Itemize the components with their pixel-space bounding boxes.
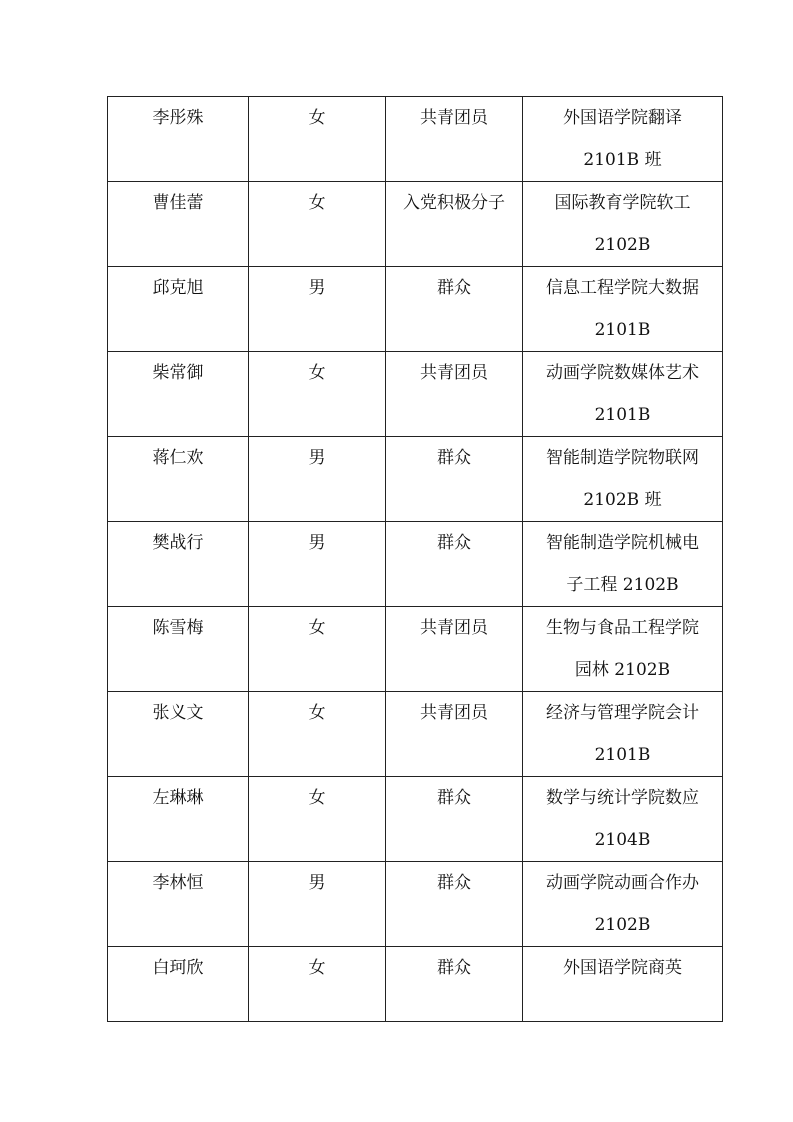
political-status-cell xyxy=(386,522,523,607)
political-status-cell-text: 共青团员 xyxy=(420,363,488,383)
class-cell xyxy=(523,182,723,267)
political-status-cell-text: 共青团员 xyxy=(420,108,488,128)
table-row xyxy=(108,862,723,947)
class-line: 国际教育学院软工 xyxy=(554,193,691,213)
gender-cell xyxy=(249,607,386,692)
name-cell xyxy=(108,947,249,1022)
political-status-cell-text: 群众 xyxy=(437,533,471,553)
name-cell xyxy=(108,352,249,437)
gender-cell-text: 女 xyxy=(308,703,326,723)
name-cell-text: 蒋仁欢 xyxy=(152,448,204,468)
political-status-cell-text: 群众 xyxy=(437,448,471,468)
name-cell-text: 李林恒 xyxy=(152,873,204,893)
gender-cell xyxy=(249,97,386,182)
class-cell xyxy=(523,352,723,437)
class-line: 园林 2102B xyxy=(574,660,671,680)
class-cell xyxy=(523,692,723,777)
table-row xyxy=(108,607,723,692)
table-row xyxy=(108,522,723,607)
political-status-cell xyxy=(386,607,523,692)
political-status-cell-text: 群众 xyxy=(437,788,471,808)
class-line: 2102B xyxy=(594,235,651,255)
gender-cell-text: 女 xyxy=(308,618,326,638)
gender-cell-text: 男 xyxy=(308,873,326,893)
gender-cell-text: 男 xyxy=(308,278,326,298)
name-cell-text: 樊战行 xyxy=(152,533,204,553)
class-cell xyxy=(523,777,723,862)
political-status-cell-text: 群众 xyxy=(437,278,471,298)
name-cell-text: 邱克旭 xyxy=(152,278,204,298)
gender-cell-text: 女 xyxy=(308,958,326,978)
gender-cell-text: 男 xyxy=(308,533,326,553)
political-status-cell xyxy=(386,692,523,777)
gender-cell xyxy=(249,777,386,862)
name-cell-text: 李彤殊 xyxy=(152,108,204,128)
class-line: 2101B 班 xyxy=(583,150,662,170)
class-line: 经济与管理学院会计 xyxy=(546,703,699,723)
gender-cell xyxy=(249,267,386,352)
table-row xyxy=(108,777,723,862)
table-row xyxy=(108,97,723,182)
name-cell xyxy=(108,692,249,777)
gender-cell-text: 女 xyxy=(308,788,326,808)
class-line: 数学与统计学院数应 xyxy=(546,788,699,808)
table-row xyxy=(108,437,723,522)
gender-cell xyxy=(249,862,386,947)
political-status-cell-text: 共青团员 xyxy=(420,618,488,638)
political-status-cell xyxy=(386,947,523,1022)
class-line: 2101B xyxy=(594,405,651,425)
student-roster-table xyxy=(107,96,723,1022)
name-cell xyxy=(108,522,249,607)
class-line: 2101B xyxy=(594,320,651,340)
name-cell xyxy=(108,267,249,352)
class-line: 外国语学院翻译 xyxy=(563,108,682,128)
class-line: 外国语学院商英 xyxy=(563,958,682,978)
name-cell-text: 柴常御 xyxy=(152,363,204,383)
political-status-cell xyxy=(386,267,523,352)
political-status-cell-text: 入党积极分子 xyxy=(403,193,505,213)
name-cell-text: 曹佳蕾 xyxy=(152,193,204,213)
class-line: 2102B xyxy=(594,915,651,935)
table-row xyxy=(108,267,723,352)
political-status-cell xyxy=(386,352,523,437)
class-line: 智能制造学院机械电 xyxy=(546,533,699,553)
gender-cell-text: 女 xyxy=(308,193,326,213)
gender-cell xyxy=(249,182,386,267)
class-cell xyxy=(523,437,723,522)
class-line: 生物与食品工程学院 xyxy=(546,618,699,638)
gender-cell xyxy=(249,352,386,437)
name-cell xyxy=(108,182,249,267)
class-cell xyxy=(523,267,723,352)
class-cell xyxy=(523,97,723,182)
political-status-cell-text: 群众 xyxy=(437,958,471,978)
political-status-cell xyxy=(386,862,523,947)
table-row xyxy=(108,352,723,437)
table-row xyxy=(108,947,723,1022)
name-cell-text: 陈雪梅 xyxy=(152,618,204,638)
name-cell-text: 张义文 xyxy=(152,703,204,723)
political-status-cell xyxy=(386,97,523,182)
gender-cell-text: 男 xyxy=(308,448,326,468)
class-line: 2104B xyxy=(594,830,651,850)
class-cell xyxy=(523,522,723,607)
name-cell xyxy=(108,777,249,862)
gender-cell xyxy=(249,947,386,1022)
political-status-cell xyxy=(386,437,523,522)
gender-cell-text: 女 xyxy=(308,363,326,383)
name-cell xyxy=(108,437,249,522)
name-cell xyxy=(108,97,249,182)
name-cell-text: 白珂欣 xyxy=(152,958,204,978)
class-cell xyxy=(523,607,723,692)
table-row xyxy=(108,182,723,267)
name-cell xyxy=(108,607,249,692)
gender-cell xyxy=(249,692,386,777)
class-line: 2101B xyxy=(594,745,651,765)
gender-cell xyxy=(249,437,386,522)
class-line: 动画学院数媒体艺术 xyxy=(546,363,699,383)
political-status-cell xyxy=(386,182,523,267)
name-cell xyxy=(108,862,249,947)
roster-body xyxy=(108,97,723,1022)
gender-cell-text: 女 xyxy=(308,108,326,128)
class-line: 动画学院动画合作办 xyxy=(546,873,699,893)
political-status-cell-text: 群众 xyxy=(437,873,471,893)
table-row xyxy=(108,692,723,777)
class-line: 信息工程学院大数据 xyxy=(546,278,699,298)
gender-cell xyxy=(249,522,386,607)
political-status-cell-text: 共青团员 xyxy=(420,703,488,723)
name-cell-text: 左琳琳 xyxy=(152,788,204,808)
class-line: 2102B 班 xyxy=(583,490,662,510)
class-line: 子工程 2102B xyxy=(566,575,679,595)
class-line: 智能制造学院物联网 xyxy=(546,448,699,468)
political-status-cell xyxy=(386,777,523,862)
class-cell xyxy=(523,947,723,1022)
class-cell xyxy=(523,862,723,947)
